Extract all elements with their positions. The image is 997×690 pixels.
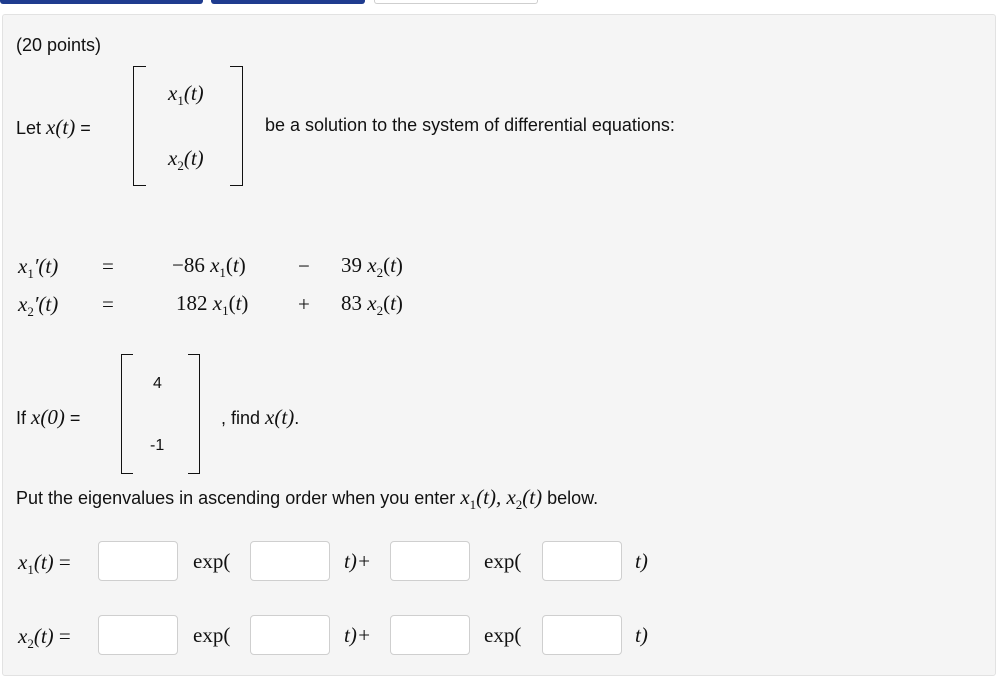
vector-entry-x2: $x_2(t)$ — [168, 146, 204, 174]
coef-b2-input[interactable] — [390, 615, 470, 655]
lhs-x2-prime: $x_2'(t)$ — [18, 292, 59, 320]
coef-a1-input[interactable] — [98, 541, 178, 581]
lhs-x1-prime: $x_1'(t)$ — [18, 254, 59, 282]
coef-39: 39 $x_2(t)$ — [341, 253, 403, 281]
exp-label-1b: exp( — [484, 549, 522, 573]
exp-label-1a: exp( — [193, 549, 231, 573]
left-bracket — [133, 66, 146, 186]
eigen-2a-input[interactable] — [250, 615, 330, 655]
eigen-2b-input[interactable] — [542, 615, 622, 655]
eigen-1a-input[interactable] — [250, 541, 330, 581]
t-plus-1: t)+ — [344, 549, 371, 573]
coef-86: −86 $x_1(t)$ — [172, 253, 246, 281]
exp-label-2a: exp( — [193, 623, 231, 647]
exp-label-2b: exp( — [484, 623, 522, 647]
init-value-1: 4 — [153, 375, 162, 392]
answer-label-x2: $x_2(t)$ = — [18, 624, 71, 652]
instruction-text: Put the eigenvalues in ascending order when you enter $x_1(t)$, $x_2(t)$ below. — [16, 485, 599, 513]
init-right-bracket — [188, 354, 200, 474]
right-bracket — [230, 66, 243, 186]
operator-minus: − — [298, 254, 310, 278]
if-label: If x(0) = — [16, 405, 81, 429]
coef-182: 182 $x_1(t)$ — [176, 291, 249, 319]
intro-tail: be a solution to the system of differential equations: — [265, 115, 675, 135]
coef-a2-input[interactable] — [98, 615, 178, 655]
eigen-1b-input[interactable] — [542, 541, 622, 581]
tab-2[interactable] — [211, 0, 365, 4]
equals-1: = — [102, 254, 114, 278]
x-of-t: x(t) — [46, 115, 76, 139]
t-plus-2: t)+ — [344, 623, 371, 647]
answer-label-x1: $x_1(t)$ = — [18, 550, 71, 578]
init-left-bracket — [121, 354, 133, 474]
find-label: , find x(t). — [221, 405, 300, 429]
operator-plus: + — [298, 292, 310, 316]
init-value-2: -1 — [150, 437, 165, 454]
t-close-1: t) — [635, 549, 648, 573]
tab-1[interactable] — [0, 0, 203, 4]
equals-2: = — [102, 292, 114, 316]
coef-b1-input[interactable] — [390, 541, 470, 581]
points-label: (20 points) — [16, 35, 102, 55]
vector-entry-x1: $x_1(t)$ — [168, 81, 204, 109]
tab-3[interactable] — [374, 0, 538, 4]
t-close-2: t) — [635, 623, 648, 647]
coef-83: 83 $x_2(t)$ — [341, 291, 403, 319]
let-label: Let x(t) = — [16, 115, 91, 139]
